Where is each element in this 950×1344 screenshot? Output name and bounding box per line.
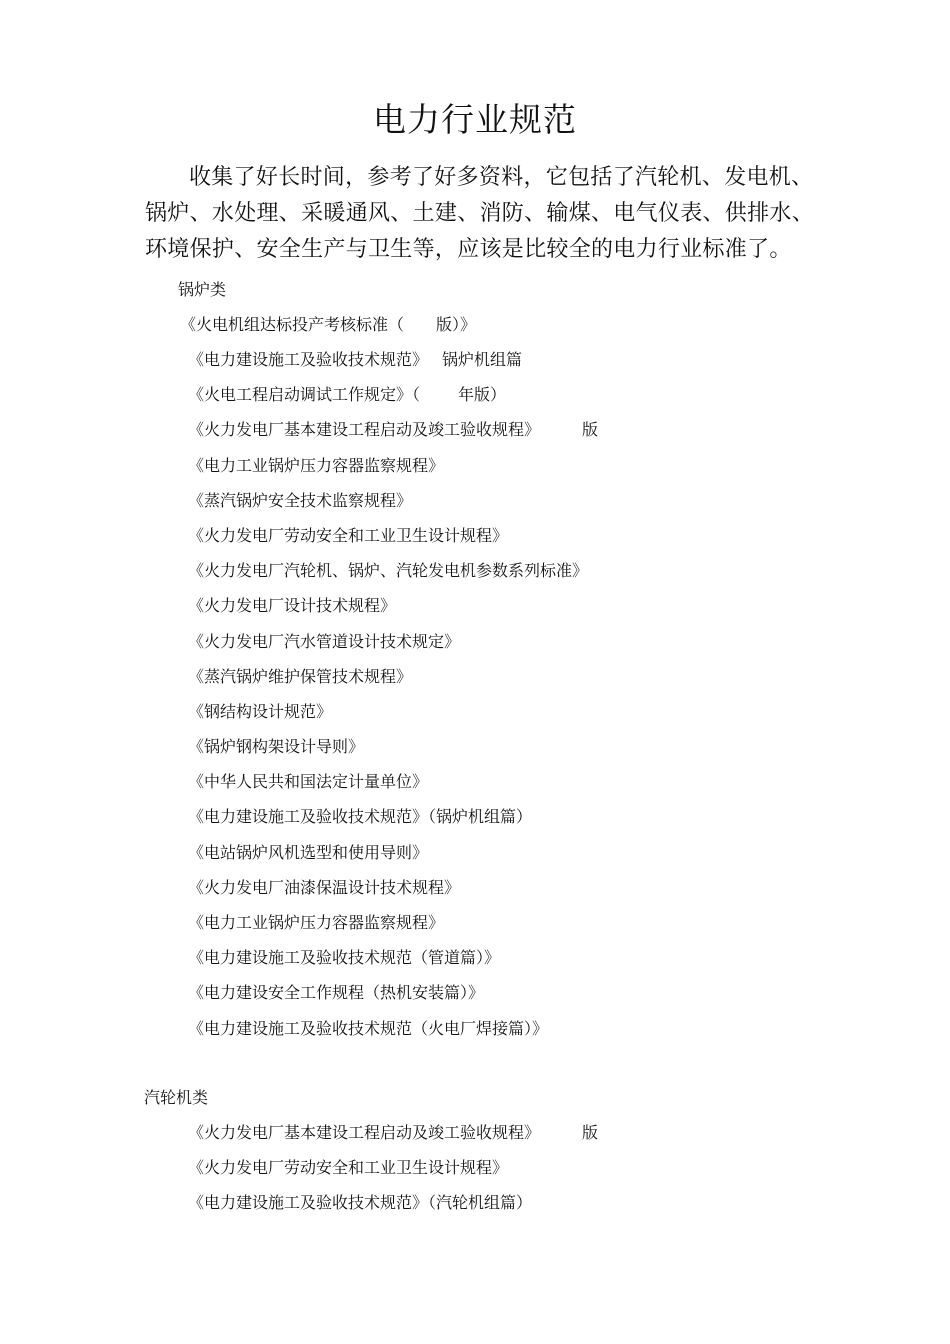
list-item — [188, 736, 598, 771]
intro-line: 锅炉、水处理、采暖通风、土建、消防、输煤、电气仪表、供排水、 — [145, 201, 815, 226]
intro-line: 收集了好长时间，参考了好多资料，它包括了汽轮机、发电机、 — [189, 165, 814, 190]
list-item — [188, 595, 598, 630]
standard-edition: 年版） — [458, 385, 507, 405]
standard-title: 《电力建设施工及验收技术规范》（汽轮机组篇） — [188, 1193, 533, 1213]
standard-title: 《火力发电厂劳动安全和工业卫生设计规程》 — [188, 1158, 509, 1178]
standard-edition: 版 — [582, 1123, 599, 1142]
list-item — [188, 947, 598, 982]
standard-title: 《电力工业锅炉压力容器监察规程》 — [188, 455, 445, 475]
list-item — [188, 877, 598, 912]
standard-title: 《电站锅炉风机选型和使用导则》 — [188, 842, 429, 862]
standard-title: 《中华人民共和国法定计量单位》 — [188, 772, 429, 792]
intro-paragraph — [145, 160, 815, 268]
standard-title: 《火力发电厂基本建设工程启动及竣工验收规程》 — [188, 1123, 541, 1142]
intro-line: 环境保护、安全生产与卫生等，应该是比较全的电力行业标准了。 — [145, 237, 792, 262]
standard-title: 《火力发电厂汽轮机、锅炉、汽轮发电机参数系列标准》 — [188, 561, 589, 581]
standard-title: 《锅炉钢构架设计导则》 — [188, 737, 365, 757]
list-item — [188, 419, 598, 454]
standard-edition: 锅炉机组篇 — [442, 350, 523, 369]
standard-title: 《火力发电厂劳动安全和工业卫生设计规程》 — [188, 525, 509, 545]
list-item — [188, 1192, 598, 1227]
list-item — [188, 1122, 598, 1157]
standard-title: 《电力建设施工及验收技术规范（管道篇）》 — [188, 948, 501, 968]
standard-title: 《火力发电厂汽水管道设计技术规定》 — [188, 631, 461, 651]
list-item — [188, 666, 598, 701]
list-item — [188, 1018, 598, 1053]
list-item — [188, 490, 598, 525]
standard-title: 《电力建设施工及验收技术规范（火电厂焊接篇）》 — [188, 1018, 549, 1038]
standard-title: 《钢结构设计规范》 — [188, 701, 333, 721]
boiler-standards-list — [188, 349, 598, 1053]
list-item — [188, 806, 598, 841]
list-item — [188, 525, 598, 560]
standard-title: 《电力建设施工及验收技术规范》 — [188, 350, 429, 369]
list-item — [188, 912, 598, 947]
standard-title: 《电力工业锅炉压力容器监察规程》 — [188, 913, 445, 932]
standard-title: 《蒸汽锅炉维护保管技术规程》 — [188, 666, 413, 686]
list-item — [188, 560, 598, 595]
list-item — [188, 1157, 598, 1192]
list-item — [188, 701, 598, 736]
document-title: 电力行业规范 — [373, 100, 577, 139]
standard-title: 《火力发电厂基本建设工程启动及竣工验收规程》 — [188, 420, 541, 440]
list-item — [188, 631, 598, 666]
turbine-standards-list — [188, 1122, 598, 1228]
standard-title: 《电力建设施工及验收技术规范》（锅炉机组篇） — [188, 807, 533, 827]
standard-title: 《火电工程启动调试工作规定》（ — [188, 385, 421, 405]
boiler-first-item: 《火电机组达标投产考核标准（ 版）》 — [180, 315, 477, 334]
list-item — [188, 455, 598, 490]
standard-title: 《火力发电厂设计技术规程》 — [188, 596, 397, 616]
list-item — [188, 349, 598, 384]
section-heading-turbine: 汽轮机类 — [144, 1088, 209, 1107]
list-item — [188, 842, 598, 877]
standard-title: 《火力发电厂油漆保温设计技术规程》 — [188, 877, 461, 897]
standard-title: 《电力建设安全工作规程（热机安装篇）》 — [188, 983, 485, 1003]
list-item — [188, 771, 598, 806]
standard-edition: 版 — [582, 420, 599, 440]
section-heading-boiler: 锅炉类 — [178, 280, 227, 299]
list-item — [188, 982, 598, 1017]
standard-title: 《蒸汽锅炉安全技术监察规程》 — [188, 490, 413, 510]
list-item — [188, 384, 598, 419]
